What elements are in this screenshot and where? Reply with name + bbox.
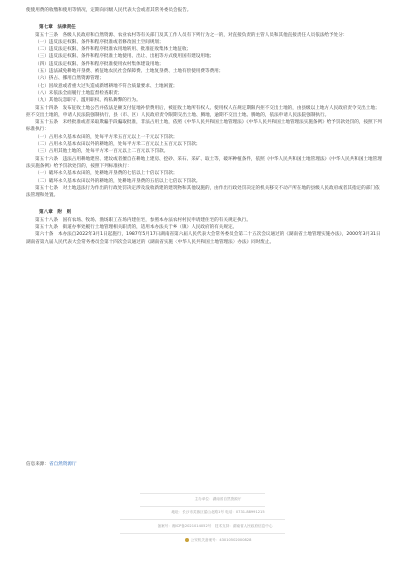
footer-divider: [140, 493, 265, 494]
article-paragraph: （四）违反法定权限、条件和程序批准使用农村集体建设用地；: [35, 61, 164, 67]
article-paragraph: （八）未依法全面履行土地监督检查职责；: [35, 90, 123, 96]
footer-sponsor: 主办单位：湖南省自然资源厅: [194, 497, 242, 501]
footer-divider: [140, 506, 265, 507]
paragraph-gap: [26, 14, 382, 24]
article-paragraph: （二）占用永久基本农田以外的耕地的，处每平方米二百元以上五百元以下罚款；: [35, 142, 201, 148]
info-source: [26, 461, 77, 467]
article-paragraph: （一）破坏永久基本农田的，处耕地开垦费的七倍以上十倍以下罚款；: [35, 171, 178, 177]
chapter-heading: 第八章 附 则: [39, 210, 72, 216]
article-paragraph: 第六十条 本办法自2022年3月1日起施行，1987年5月17日湖南省第六届人民代表大会常务委员会第二十五次会议通过的《湖南省土地管理实施办法》，2000年3月31日湖南省第九届人民代表大会常务委员会第十四次会议通过的《湖南省实施〈中华人民共和国土地管理法〉办法》同时废止。: [26, 232, 381, 245]
article-paragraph: （九）其他玩忽职守、滥用职权、徇私舞弊的行为。: [35, 98, 141, 104]
article-paragraph: 第五十七条 对土地违法行为作出的行政处罚决定涉及没收新建的建筑物和其他设施的，由作出行政处罚决定的机关移交不动产所在地的县级人民政府或者其指定的部门依法管理和处置。: [26, 185, 380, 199]
info-source-label: 信息来源：: [26, 462, 49, 467]
info-source-link[interactable]: 省自然资源厅: [48, 462, 77, 467]
site-footer: [0, 493, 405, 573]
article-paragraph: （六）挤占、挪用自然资源管理；: [35, 76, 104, 82]
paragraph-gap: [26, 199, 382, 209]
article-paragraph: （二）违反法定权限、条件和程序批准农用地转用、批准征收集体土地征收；: [35, 47, 192, 53]
article-paragraph: 第五十五条 未经批准或者采取欺骗手段骗取批准，非法占用土地，依照《中华人民共和国土地管理法》《中华人民共和国土地管理法实施条例》给予罚款处罚的，按照下列标准执行：: [26, 120, 382, 133]
footer-divider: [120, 519, 285, 520]
article-paragraph: 第五十九条 街道办事处履行土地管理相关职责的，适用本办法关于乡（镇）人民政府的有关规定。: [35, 225, 238, 231]
article-paragraph: （二）破坏永久基本农田以外的耕地的，处耕地开垦费的五倍以上七倍以下罚款。: [35, 178, 201, 184]
article-paragraph: 使使用费的收缴和使用等情况，定期向同级人民代表大会或者其常务委员会报告。: [26, 8, 192, 13]
footer-police-record[interactable]: [118, 538, 318, 543]
footer-police-text: 公安机关备案号：43010502000828: [190, 538, 252, 542]
article-paragraph: （三）违反法定权限、条件和程序批准土地使用、出让、出租等方式使用国有建设用地；: [35, 54, 215, 60]
footer-icp[interactable]: 备案号：湘ICP备2021014052号 技术支持：湖南省人民政府信息中心: [157, 524, 273, 528]
article-paragraph: （三）占用其他土地的，处每平方米一百元以上二百元以下罚款。: [35, 149, 169, 155]
article-paragraph: 第五十八条 国有农场、牧场、渔场职工在场内建住宅，参照本办法农村村民申请建住宅的有关规定执行。: [35, 217, 251, 223]
document-body: [26, 7, 382, 246]
article-paragraph: （七）因故意或者重大过失造成新增耕地不符合质量要求、土地闲置；: [35, 83, 178, 89]
footer-divider: [120, 533, 285, 534]
police-badge-icon: [185, 538, 189, 542]
article-paragraph: 第五十三条 各级人民政府和自然资源、农业农村等有关部门及其工作人员有下列行为之一的，对直接负责的主管人员和其他直接责任人员依法给予处分：: [35, 32, 348, 38]
footer-address: 地址：长沙市芙蓉区韶山北路1号 电话：0731-88991215: [171, 510, 265, 514]
article-paragraph: （一）违反法定权限、条件和程序批准或者修改国土空间规划；: [35, 39, 164, 45]
chapter-heading: 第七章 法律责任: [39, 25, 76, 31]
article-paragraph: 第五十四条 发布征收土地公告并依法足额支付征地补偿费用后，被征收土地所有权人、使用权人在规定期限内拒不交出土地的，由县级以上地方人民政府责令交出土地；拒不交出土地的，申请人民法院强制执行，县（市、区）人民政府责令限期交出土地、腾地，逾期不交出土地、腾地的，依法申请人民法院强制执行。: [26, 105, 380, 118]
article-paragraph: （一）占用永久基本农田的，处每平方米五百元以上一千元以下罚款；: [35, 134, 178, 140]
article-paragraph: （五）违法减免耕地开垦费、被征地农民社会保障费、土地复垦费、土地有偿使用费等费用；: [35, 69, 224, 75]
article-paragraph: 第五十六条 违法占用耕地建窑、建坟或者擅自在耕地上建房、挖砂、采石、采矿、取土等，破坏种植条件，依照《中华人民共和国土地管理法》《中华人民共和国土地管理法实施条例》给予罚款处罚的，按照下列标准执行：: [26, 156, 382, 169]
